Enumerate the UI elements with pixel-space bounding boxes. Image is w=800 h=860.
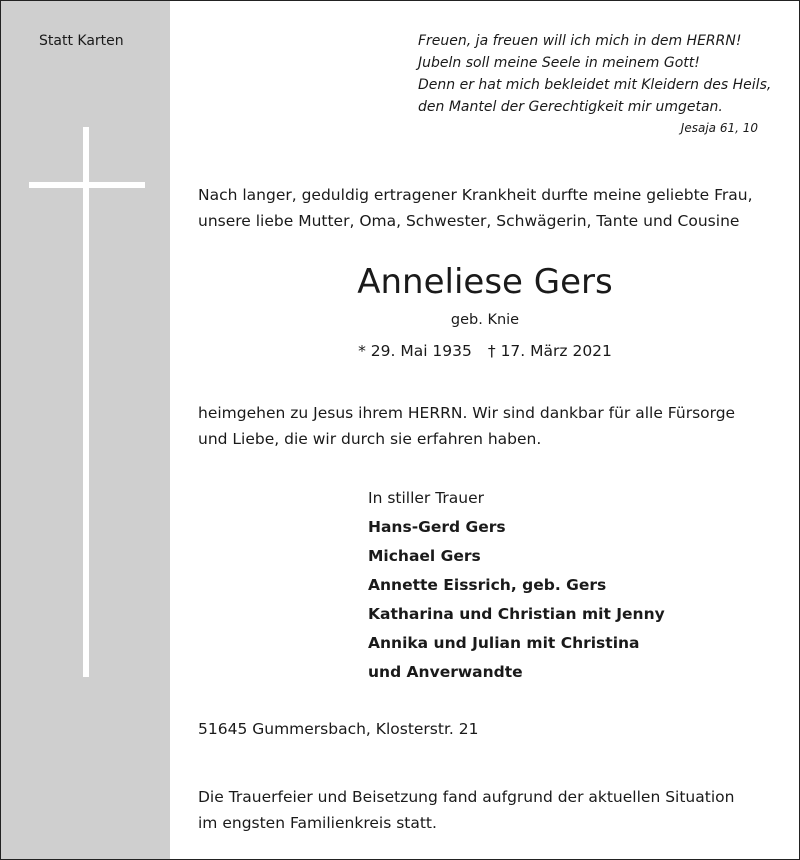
mourners-heading: In stiller Trauer (368, 489, 485, 507)
closing-line: Die Trauerfeier und Beisetzung fand aufgrund der aktuellen Situation (198, 788, 735, 806)
verse-reference: Jesaja 61, 10 (680, 121, 758, 135)
mourner-name: und Anverwandte (368, 663, 523, 681)
mourner-name: Katharina und Christian mit Jenny (368, 605, 665, 623)
closing-note (198, 784, 734, 836)
intro-line: Nach langer, geduldig ertragener Krankheit durfte meine geliebte Frau, (198, 186, 753, 204)
birth-date: * 29. Mai 1935 (358, 342, 472, 360)
message-line: und Liebe, die wir durch sie erfahren haben. (198, 430, 542, 448)
header-label: Statt Karten (39, 33, 124, 49)
verse-line: Jubeln soll meine Seele in meinem Gott! (418, 55, 700, 71)
life-dates (170, 342, 800, 360)
verse-line: Freuen, ja freuen will ich mich in dem HERRN! (418, 33, 742, 49)
mourner-name: Michael Gers (368, 547, 481, 565)
deceased-name: Anneliese Gers (357, 262, 613, 302)
verse-line: Denn er hat mich bekleidet mit Kleidern des Heils, (418, 77, 772, 93)
message-line: heimgehen zu Jesus ihrem HERRN. Wir sind dankbar für alle Fürsorge (198, 404, 736, 422)
mourner-name: Annika und Julian mit Christina (368, 634, 640, 652)
mourner-name: Annette Eissrich, geb. Gers (368, 576, 607, 594)
cross-icon-bar (29, 182, 145, 188)
mourners-list (368, 484, 665, 687)
message-text (198, 400, 735, 452)
verse-line: den Mantel der Gerechtigkeit mir umgetan. (418, 99, 723, 115)
family-address: 51645 Gummersbach, Klosterstr. 21 (198, 720, 479, 738)
sidebar-panel (1, 1, 170, 859)
cross-icon (83, 127, 89, 677)
maiden-name: geb. Knie (450, 312, 520, 328)
mourner-name: Hans-Gerd Gers (368, 518, 506, 536)
intro-text (198, 182, 753, 234)
closing-line: im engsten Familienkreis statt. (198, 814, 437, 832)
bible-verse (418, 30, 771, 118)
death-date: † 17. März 2021 (487, 342, 612, 360)
intro-line: unsere liebe Mutter, Oma, Schwester, Schwägerin, Tante und Cousine (198, 212, 740, 230)
